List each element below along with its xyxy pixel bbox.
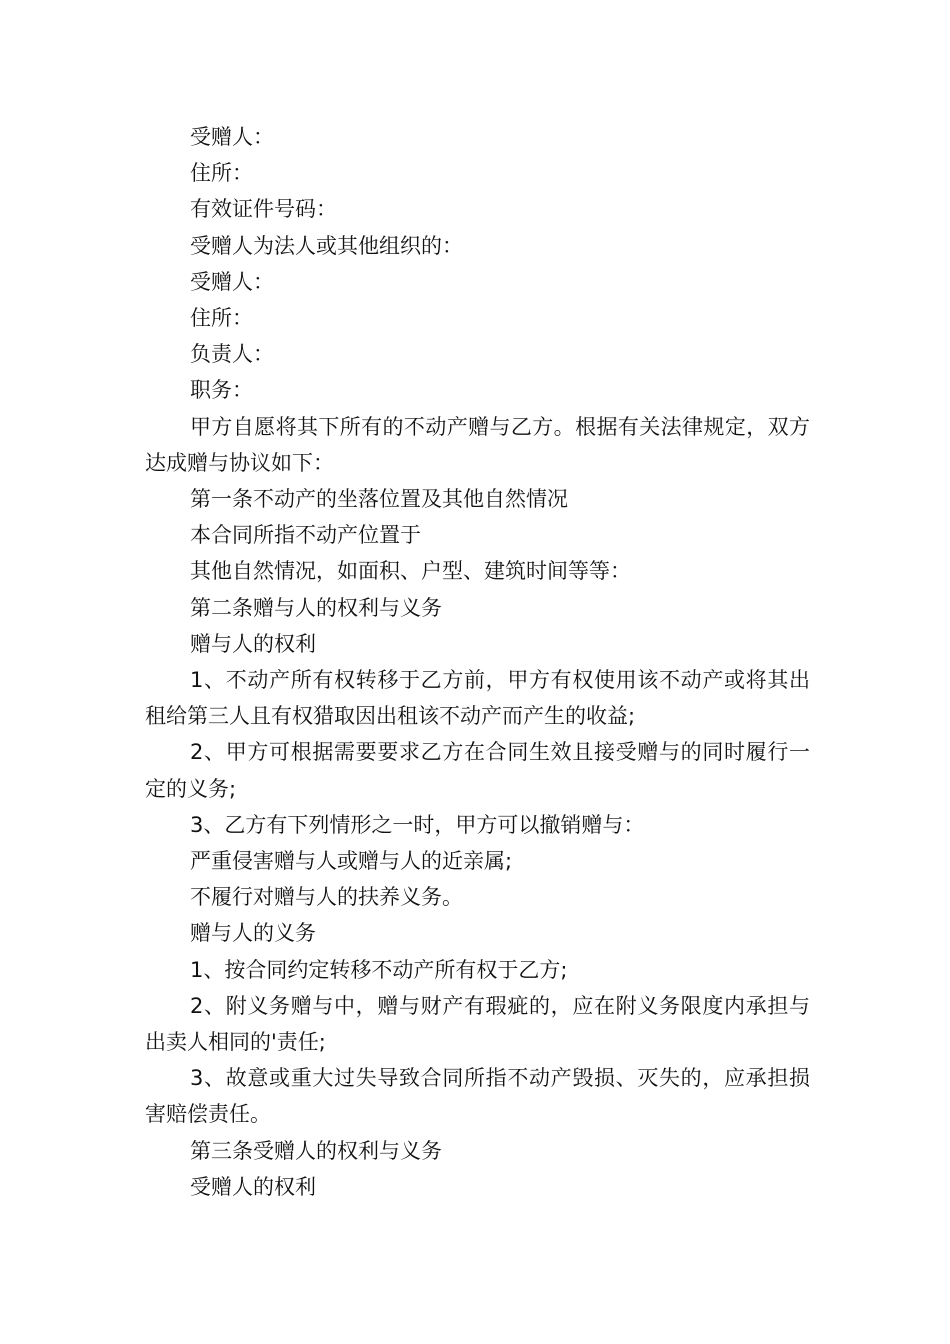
paragraph-revocation-case-2: 不履行对赠与人的扶养义务。: [190, 885, 463, 910]
paragraph-article-1-heading: 第一条不动产的坐落位置及其他自然情况: [190, 487, 568, 512]
paragraph-donor-right-1: 1、不动产所有权转移于乙方前，甲方有权使用该不动产或将其出租给第三人且有权猎取因出租该不动产而产生的收益;: [145, 668, 810, 729]
paragraph-recipient-label: 受赠人：: [190, 125, 274, 149]
paragraph-donor-obligation-3: 3、故意或重大过失导致合同所指不动产毁损、灭失的，应承担损害赔偿责任。: [145, 1066, 810, 1127]
paragraph-entity-recipient-label: 受赠人：: [190, 269, 274, 294]
paragraph-preamble: 甲方自愿将其下所有的不动产赠与乙方。根据有关法律规定，双方达成赠与协议如下：: [145, 414, 810, 475]
document-body: [145, 119, 810, 1205]
paragraph-id-number-label: 有效证件号码：: [190, 197, 337, 222]
paragraph-article-3-heading: 第三条受赠人的权利与义务: [190, 1138, 442, 1163]
paragraph-address-label: 住所：: [190, 161, 253, 186]
paragraph-donor-obligations-heading: 赠与人的义务: [190, 921, 316, 946]
paragraph-property-location: 本合同所指不动产位置于: [190, 523, 421, 548]
paragraph-revocation-case-1: 严重侵害赠与人或赠与人的近亲属;: [190, 849, 513, 874]
paragraph-recipient-rights-heading: 受赠人的权利: [190, 1174, 316, 1199]
paragraph-donor-rights-heading: 赠与人的权利: [190, 631, 316, 656]
paragraph-legal-entity-note: 受赠人为法人或其他组织的：: [190, 233, 463, 258]
paragraph-donor-obligation-1: 1、按合同约定转移不动产所有权于乙方;: [190, 957, 568, 982]
paragraph-donor-obligation-2: 2、附义务赠与中，赠与财产有瑕疵的，应在附义务限度内承担与出卖人相同的'责任;: [145, 993, 810, 1055]
paragraph-position-label: 职务：: [190, 378, 253, 403]
paragraph-other-conditions: 其他自然情况，如面积、户型、建筑时间等等：: [190, 559, 631, 584]
paragraph-donor-right-3: 3、乙方有下列情形之一时，甲方可以撤销赠与：: [190, 812, 645, 837]
paragraph-article-2-heading: 第二条赠与人的权利与义务: [190, 595, 442, 620]
paragraph-responsible-person-label: 负责人：: [190, 342, 274, 367]
paragraph-donor-right-2: 2、甲方可根据需要要求乙方在合同生效且接受赠与的同时履行一定的义务;: [145, 740, 810, 801]
paragraph-entity-address-label: 住所：: [190, 306, 253, 331]
